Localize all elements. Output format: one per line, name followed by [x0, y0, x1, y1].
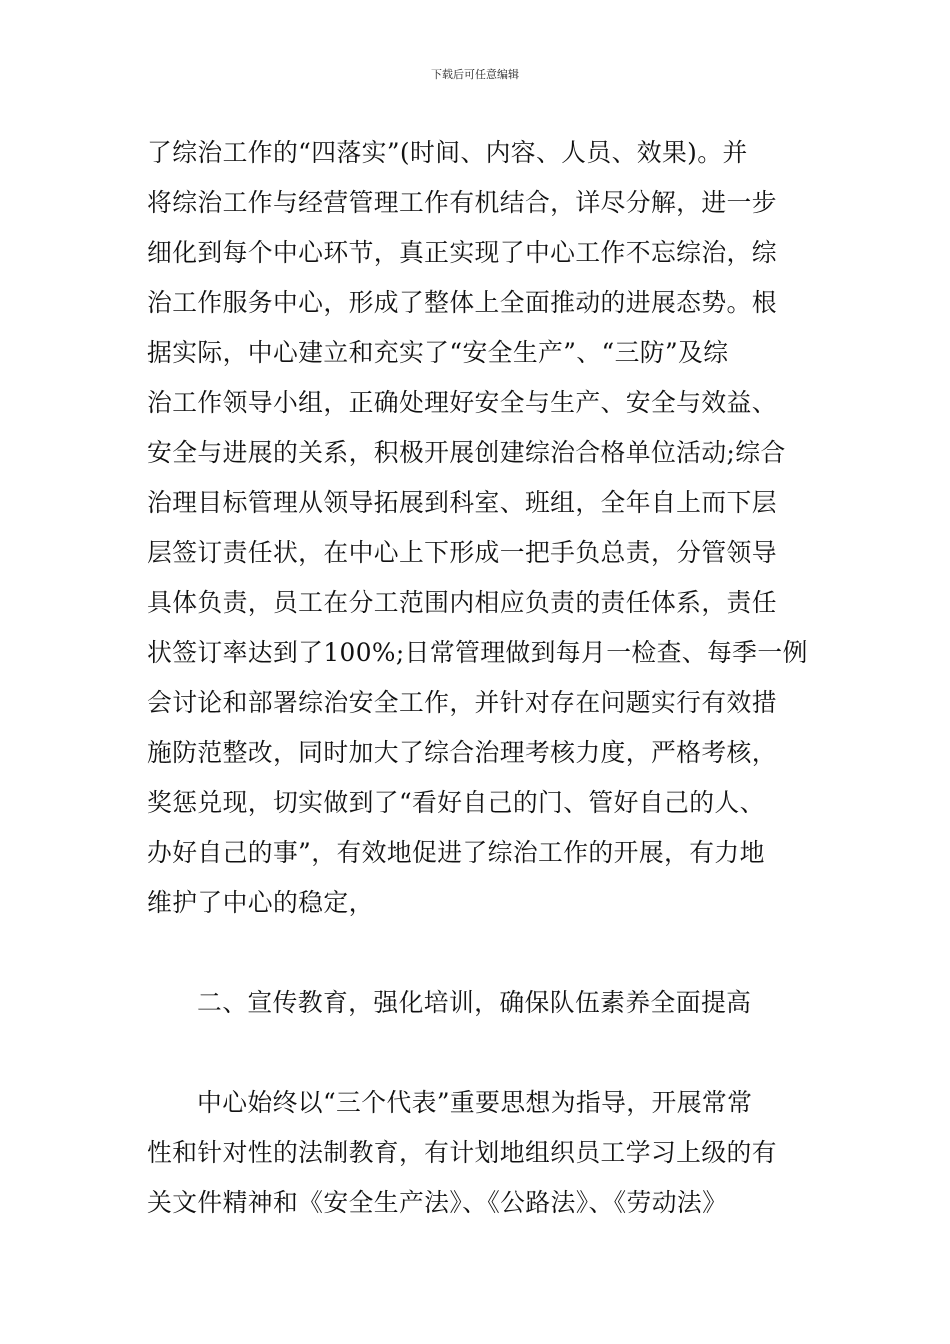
text-line: 据实际，中心建立和充实了“安全生产”、“三防”及综 — [147, 338, 729, 367]
text-line: 治理目标管理从领导拓展到科室、班组，全年自上而下层 — [147, 488, 777, 517]
blank-line — [147, 1028, 807, 1078]
text-line: 施防范整改，同时加大了综合治理考核力度，严格考核， — [147, 738, 777, 767]
text-line: 关文件精神和《安全生产法》、《公路法》、《劳动法》 — [147, 1188, 728, 1217]
text-line: 治工作服务中心，形成了整体上全面推动的进展态势。根 — [147, 288, 777, 317]
text-line: 治工作领导小组，正确处理好安全与生产、安全与效益、 — [147, 388, 777, 417]
document-body — [147, 128, 807, 1228]
text-line: 安全与进展的关系，积极开展创建综治合格单位活动;综合 — [147, 438, 786, 467]
text-line: 维护了中心的稳定， — [147, 888, 374, 917]
paragraph — [147, 128, 807, 928]
paragraph — [147, 1078, 807, 1228]
text-line: 具体负责，员工在分工范围内相应负责的责任体系，责任 — [147, 588, 777, 617]
text-line: 层签订责任状，在中心上下形成一把手负总责，分管领导 — [147, 538, 777, 567]
text-line: 细化到每个中心环节，真正实现了中心工作不忘综治，综 — [147, 238, 777, 267]
text-line: 状签订率达到了100%;日常管理做到每月一检查、每季一例 — [147, 638, 808, 667]
text-line: 将综治工作与经营管理工作有机结合，详尽分解，进一步 — [147, 188, 777, 217]
section-heading: 二、宣传教育，强化培训，确保队伍素养全面提高 — [197, 988, 752, 1017]
blank-line — [147, 928, 807, 978]
text-line: 奖惩兑现，切实做到了“看好自己的门、管好自己的人、 — [147, 788, 765, 817]
text-line: 性和针对性的法制教育，有计划地组织员工学习上级的有 — [147, 1138, 777, 1167]
text-line: 会讨论和部署综治安全工作，并针对存在问题实行有效措 — [147, 688, 777, 717]
text-line: 了综治工作的“四落实”(时间、内容、人员、效果)。并 — [147, 138, 748, 167]
text-line: 中心始终以“三个代表”重要思想为指导，开展常常 — [197, 1088, 753, 1117]
page-header-note: 下载后可任意编辑 — [431, 68, 519, 81]
text-line: 办好自己的事”，有效地促进了综治工作的开展，有力地 — [147, 838, 765, 867]
